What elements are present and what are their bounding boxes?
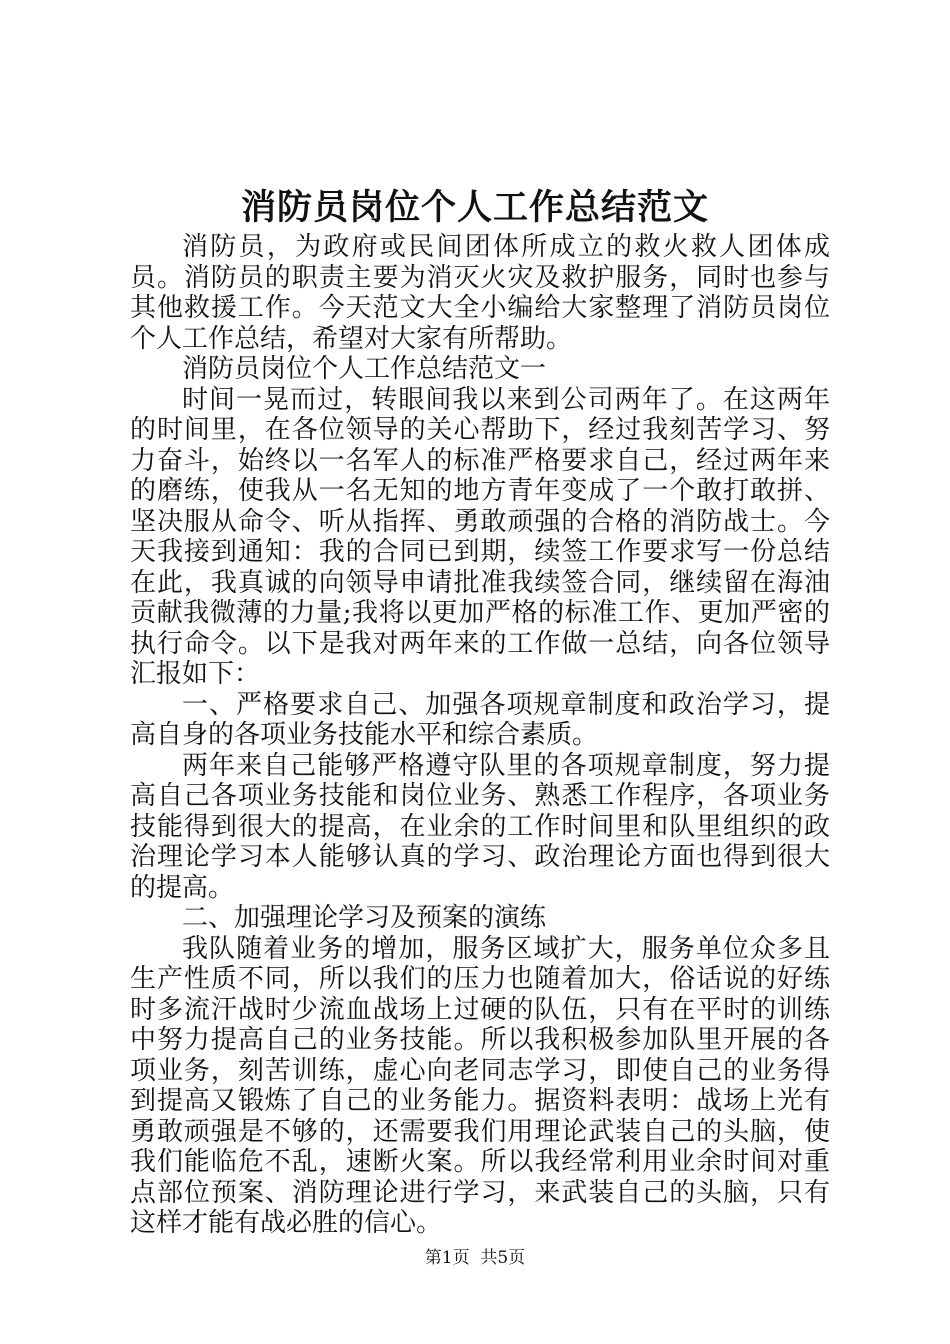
paragraph-intro: 消防员，为政府或民间团体所成立的救火救人团体成员。消防员的职责主要为消灭火灾及救护服务，同时也参与其他救援工作。今天范文大全小编给大家整理了消防员岗位个人工作总结，希望对大家有所帮助。 — [130, 232, 830, 354]
section-heading-example-one: 消防员岗位个人工作总结范文一 — [182, 354, 547, 384]
document-body — [130, 232, 830, 1239]
section-heading-two: 二、加强理论学习及预案的演练 — [182, 903, 547, 933]
paragraph-regulations: 两年来自己能够严格遵守队里的各项规章制度，努力提高自己各项业务技能和岗位业务、熟悉工作程序，各项业务技能得到很大的提高，在业余的工作时间里和队里组织的政治理论学习本人能够认真的学习、政治理论方面也得到很大的提高。 — [130, 750, 830, 903]
paragraph-training: 我队随着业务的增加，服务区域扩大，服务单位众多且生产性质不同，所以我们的压力也随着加大，俗话说的好练时多流汗战时少流血战场上过硬的队伍，只有在平时的训练中努力提高自己的业务技能。所以我积极参加队里开展的各项业务，刻苦训练，虚心向老同志学习，即使自己的业务得到提高又锻炼了自己的业务能力。据资料表明：战场上光有勇敢顽强是不够的，还需要我们用理论武装自己的头脑，使我们能临危不乱，速断火案。所以我经常利用业余时间对重点部位预案、消防理论进行学习，来武装自己的头脑，只有这样才能有战必胜的信心。 — [130, 933, 830, 1238]
document-title: 消防员岗位个人工作总结范文 — [240, 187, 709, 228]
section-heading-one: 一、严格要求自己、加强各项规章制度和政治学习，提高自身的各项业务技能水平和综合素质。 — [130, 689, 830, 750]
paragraph-overview: 时间一晃而过，转眼间我以来到公司两年了。在这两年的时间里，在各位领导的关心帮助下，经过我刻苦学习、努力奋斗，始终以一名军人的标准严格要求自己，经过两年来的磨练，使我从一名无知的地方青年变成了一个敢打敢拼、坚决服从命令、听从指挥、勇敢顽强的合格的消防战士。今天我接到通知：我的合同已到期，续签工作要求写一份总结在此，我真诚的向领导申请批准我续签合同，继续留在海油贡献我微薄的力量;我将以更加严格的标准工作、更加严密的执行命令。以下是我对两年来的工作做一总结，向各位领导汇报如下： — [130, 384, 830, 689]
page-number-footer: 第1页 共5页 — [424, 1248, 526, 1268]
